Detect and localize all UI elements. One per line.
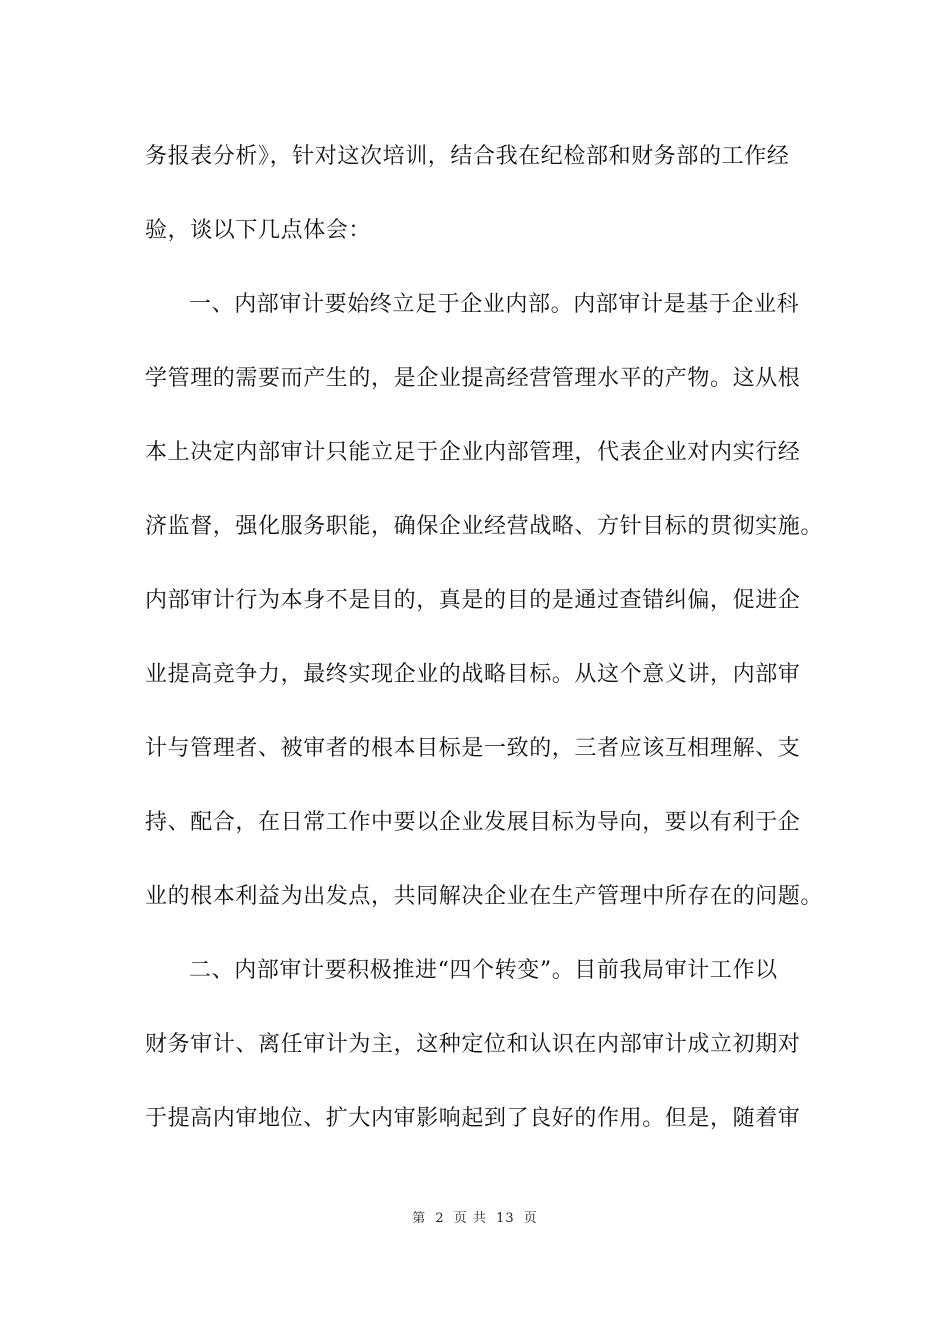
text-line-2: 验，谈以下几点体会：: [145, 218, 372, 243]
page-footer: [0, 1207, 950, 1226]
text-line-5: 本上决定内部审计只能立足于企业内部管理，代表企业对内实行经: [145, 440, 801, 465]
footer-suffix: 页: [523, 1211, 538, 1226]
text-line-9: 计与管理者、被审者的根本目标是一致的，三者应该互相理解、支: [145, 736, 801, 761]
footer-prefix: 第: [412, 1211, 427, 1226]
text-line-7: 内部审计行为本身不是目的，真是的目的是通过查错纠偏，促进企: [145, 588, 801, 613]
text-line-11: 业的根本利益为出发点，共同解决企业在生产管理中所存在的问题。: [145, 884, 824, 909]
text-line-4: 学管理的需要而产生的，是企业提高经营管理水平的产物。这从根: [145, 366, 801, 391]
footer-middle: 页 共: [453, 1211, 487, 1226]
text-line-14: 于提高内审地位、扩大内审影响起到了良好的作用。但是，随着审: [145, 1106, 801, 1131]
section-two-heading-line: 二、内部审计要积极推进“四个转变”。目前我局审计工作以: [189, 958, 778, 983]
text-line-6: 济监督，强化服务职能，确保企业经营战略、方针目标的贯彻实施。: [145, 514, 824, 539]
body-text: [145, 134, 825, 1170]
footer-page-number: 2: [435, 1211, 445, 1226]
section-one-heading-line: 一、内部审计要始终立足于企业内部。内部审计是基于企业科: [189, 292, 800, 317]
footer-total-pages: 13: [496, 1211, 515, 1226]
text-line-8: 业提高竞争力，最终实现企业的战略目标。从这个意义讲，内部审: [145, 662, 801, 687]
text-line-13: 财务审计、离任审计为主，这种定位和认识在内部审计成立初期对: [145, 1032, 801, 1057]
text-line-1: 务报表分析》，针对这次培训，结合我在纪检部和财务部的工作经: [145, 144, 790, 169]
text-line-10: 持、配合，在日常工作中要以企业发展目标为导向，要以有利于企: [145, 810, 801, 835]
